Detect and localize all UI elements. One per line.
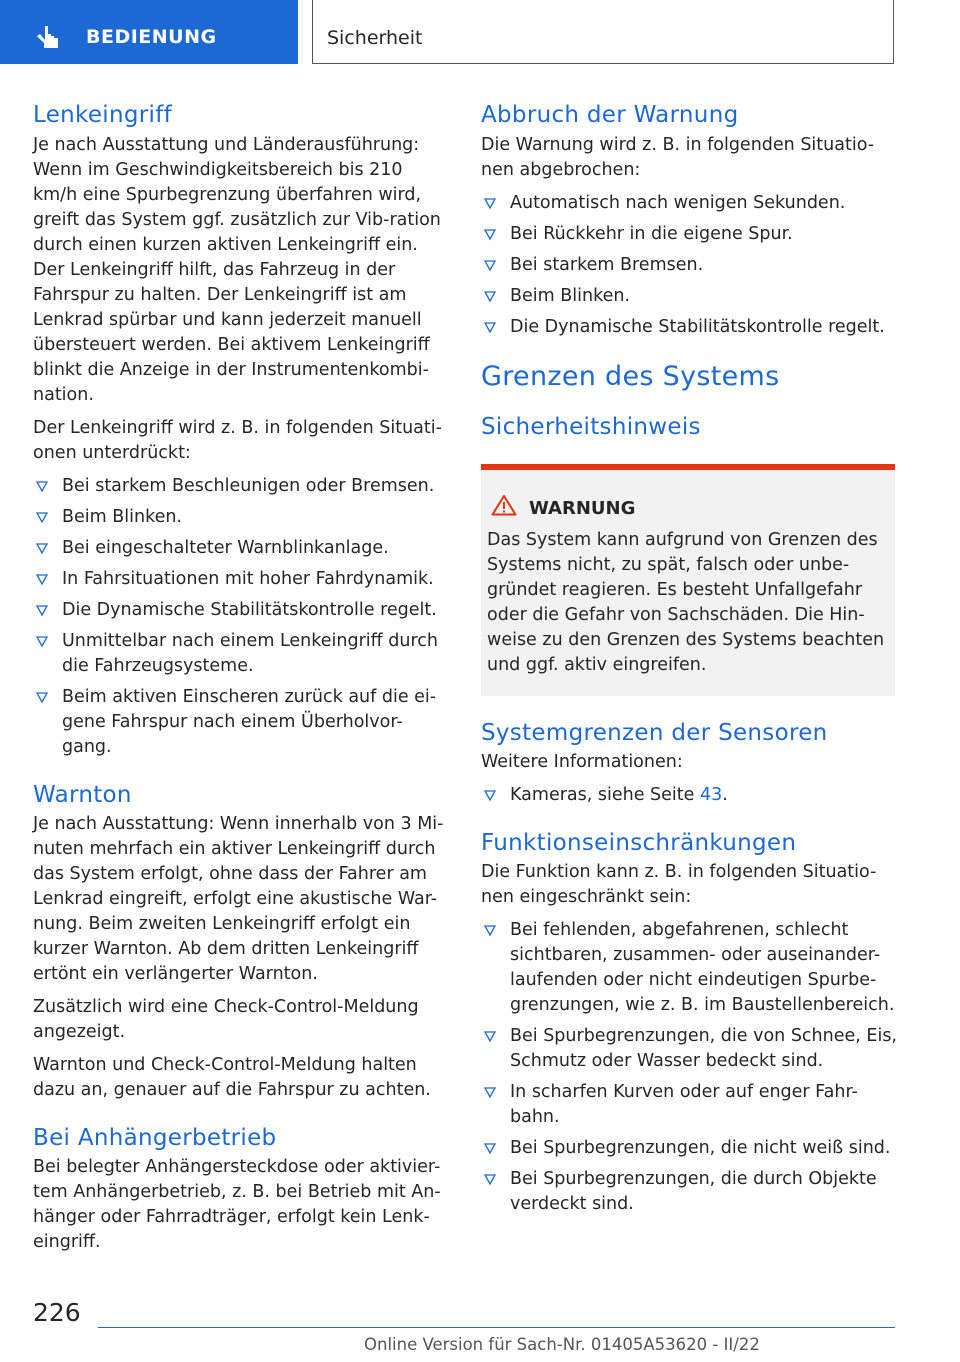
section-label: BEDIENUNG: [86, 26, 217, 48]
list-abbruch: [481, 191, 897, 340]
warning-text: Das System kann aufgrund von Grenzen des Systems nicht, zu spät, falsch oder unbe-gründet reagieren. Es besteht Unfallgefahr oder die Gefahr von Sachschäden. Die Hin-weise zu den Grenzen des Systems beachten und ggf. aktiv eingreifen.: [487, 530, 885, 675]
triangle-bullet-icon: [484, 260, 496, 272]
paragraph-funk-intro: Die Funktion kann z. B. in folgenden Situatio-nen eingeschränkt sein:: [481, 862, 877, 907]
heading-warnton: Warnton: [33, 782, 132, 808]
list-sensoren: [481, 783, 897, 808]
list-item: In scharfen Kurven oder auf enger Fahr-bahn.: [481, 1080, 897, 1130]
triangle-bullet-icon: [484, 1031, 496, 1043]
list-item: Beim Blinken.: [481, 284, 897, 309]
warning-box: [481, 464, 895, 696]
heading-funktionseinschraenkungen: Funktionseinschränkungen: [481, 830, 797, 856]
paragraph-anhaenger: Bei belegter Anhängersteckdose oder aktivier-tem Anhängerbetrieb, z. B. bei Betrieb mit An-hänger oder Fahrradträger, erfolgt kein Lenk-eingriff.: [33, 1157, 441, 1252]
page-link[interactable]: 43: [699, 785, 723, 805]
paragraph-warnton-2: Zusätzlich wird eine Check-Control-Meldung angezeigt.: [33, 997, 419, 1042]
chapter-title: Sicherheit: [327, 27, 423, 49]
triangle-bullet-icon: [484, 925, 496, 937]
list-funktion: [481, 918, 897, 1217]
heading-sensoren: Systemgrenzen der Sensoren: [481, 720, 828, 746]
list-item: Die Dynamische Stabilitätskontrolle regelt.: [481, 315, 897, 340]
left-column: [33, 100, 449, 1255]
list-item: Kameras, siehe Seite 43.: [481, 783, 897, 808]
list-item: Bei Spurbegrenzungen, die nicht weiß sind.: [481, 1136, 897, 1161]
list-item: Beim aktiven Einscheren zurück auf die ei-gene Fahrspur nach einem Überholvor-gang.: [33, 685, 449, 760]
list-item: Bei fehlenden, abgefahrenen, schlecht sichtbaren, zusammen- oder auseinander-laufenden oder nicht eindeutigen Spurbe-grenzungen, wie z. B. im Baustellenbereich.: [481, 918, 897, 1018]
triangle-bullet-icon: [484, 1174, 496, 1186]
triangle-bullet-icon: [36, 481, 48, 493]
paragraph-lenk-intro: Der Lenkeingriff wird z. B. in folgenden Situati-onen unterdrückt:: [33, 418, 442, 463]
list-lenk-suppressed: [33, 474, 449, 760]
list-item: Die Dynamische Stabilitätskontrolle regelt.: [33, 598, 449, 623]
heading-anhaenger: Bei Anhängerbetrieb: [33, 1125, 277, 1151]
heading-lenkeingriff: Lenkeingriff: [33, 102, 172, 128]
list-item: Unmittelbar nach einem Lenkeingriff durch die Fahrzeugsysteme.: [33, 629, 449, 679]
triangle-bullet-icon: [484, 1143, 496, 1155]
warning-triangle-icon: [491, 494, 517, 520]
footer-divider: [98, 1327, 895, 1328]
section-tab: [0, 0, 298, 64]
list-item: Beim Blinken.: [33, 505, 449, 530]
hand-pointer-icon: [34, 24, 64, 54]
list-item: Bei starkem Beschleunigen oder Bremsen.: [33, 474, 449, 499]
right-column: [481, 100, 897, 1217]
chapter-title-box: [312, 0, 894, 64]
heading-abbruch: Abbruch der Warnung: [481, 102, 739, 128]
heading-sicherheitshinweis: Sicherheitshinweis: [481, 414, 701, 440]
heading-grenzen: Grenzen des Systems: [481, 361, 780, 392]
triangle-bullet-icon: [36, 636, 48, 648]
paragraph-warnton: Je nach Ausstattung: Wenn innerhalb von 3 Mi-nuten mehrfach ein aktiver Lenkeingriff durch das System erfolgt, ohne dass der Fahrer am Lenkrad eingreift, erfolgt eine akustische War-nung. Beim zweiten Lenkeingriff erfolgt ein kurzer Warnton. Ab dem dritten Lenkeingriff ertönt ein verlängerter Warnton.: [33, 814, 444, 984]
triangle-bullet-icon: [36, 692, 48, 704]
triangle-bullet-icon: [36, 574, 48, 586]
list-item: Bei starkem Bremsen.: [481, 253, 897, 278]
triangle-bullet-icon: [484, 291, 496, 303]
list-item: Bei Spurbegrenzungen, die durch Objekte verdeckt sind.: [481, 1167, 897, 1217]
triangle-bullet-icon: [484, 322, 496, 334]
list-item: Bei Rückkehr in die eigene Spur.: [481, 222, 897, 247]
paragraph-abbruch-intro: Die Warnung wird z. B. in folgenden Situatio-nen abgebrochen:: [481, 135, 875, 180]
list-item: Automatisch nach wenigen Sekunden.: [481, 191, 897, 216]
paragraph-sensor-intro: Weitere Informationen:: [481, 752, 683, 772]
paragraph-warnton-3: Warnton und Check-Control-Meldung halten dazu an, genauer auf die Fahrspur zu achten.: [33, 1055, 431, 1100]
warning-label: WARNUNG: [529, 498, 636, 519]
triangle-bullet-icon: [36, 543, 48, 555]
triangle-bullet-icon: [36, 605, 48, 617]
triangle-bullet-icon: [36, 512, 48, 524]
list-item: In Fahrsituationen mit hoher Fahrdynamik.: [33, 567, 449, 592]
list-item: Bei Spurbegrenzungen, die von Schnee, Eis, Schmutz oder Wasser bedeckt sind.: [481, 1024, 897, 1074]
paragraph-lenkeingriff: Je nach Ausstattung und Länderausführung: Wenn im Geschwindigkeitsbereich bis 210 km/h eine Spurbegrenzung überfahren wird, greift das System ggf. zusätzlich zur Vib-ration durch einen kurzen aktiven Lenkeingriff ein. Der Lenkeingriff hilft, das Fahrzeug in der Fahrspur zu halten. Der Lenkeingriff ist am Lenkrad spürbar und kann jederzeit manuell übersteuert werden. Bei aktivem Lenkeingriff blinkt die Anzeige in der Instrumentenkombi-nation.: [33, 135, 441, 405]
triangle-bullet-icon: [484, 198, 496, 210]
page-number: 226: [33, 1298, 81, 1327]
footer-online-version: Online Version für Sach-Nr. 01405A53620 - II/22: [364, 1335, 760, 1354]
triangle-bullet-icon: [484, 790, 496, 802]
triangle-bullet-icon: [484, 1087, 496, 1099]
list-item: Bei eingeschalteter Warnblinkanlage.: [33, 536, 449, 561]
triangle-bullet-icon: [484, 229, 496, 241]
